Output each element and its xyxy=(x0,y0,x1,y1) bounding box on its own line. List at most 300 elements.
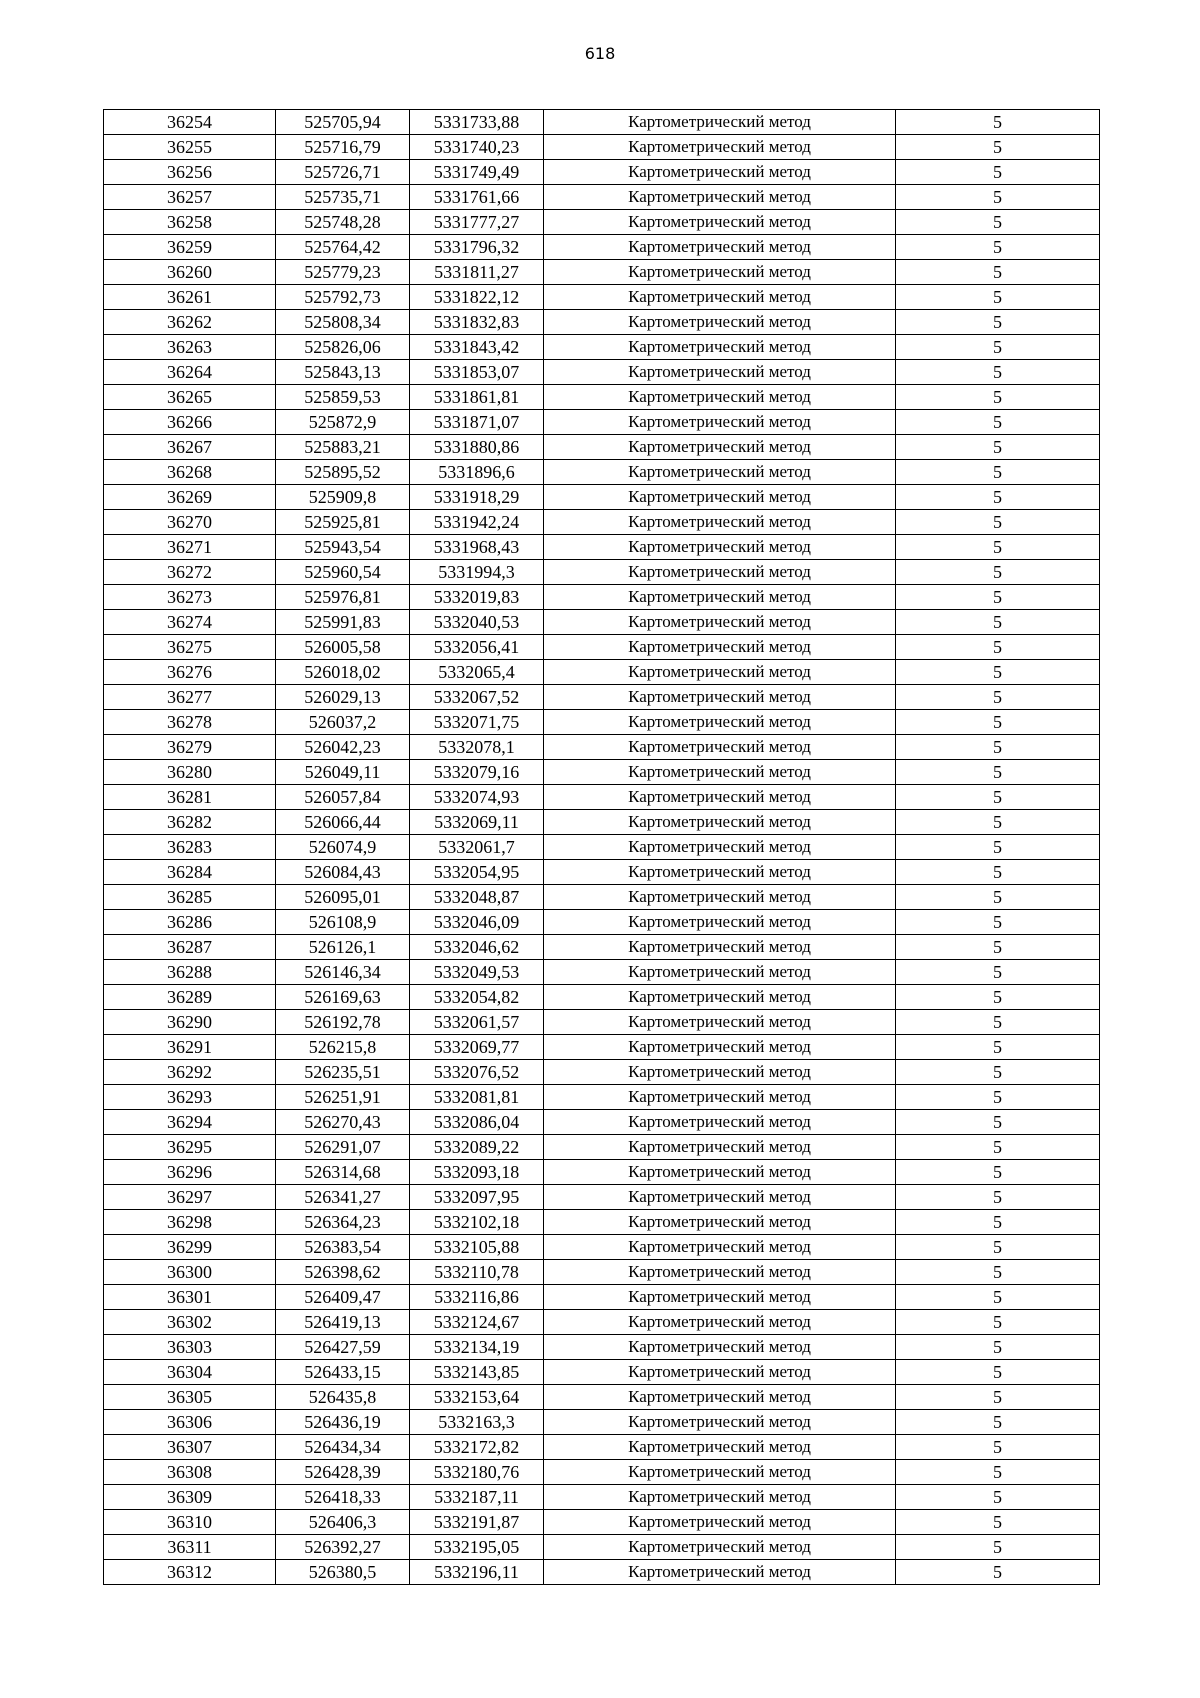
table-row xyxy=(104,910,1100,935)
x-coordinate-cell: 525843,13 xyxy=(276,360,410,385)
point-number-cell: 36298 xyxy=(104,1210,276,1235)
y-coordinate-cell: 5332074,93 xyxy=(410,785,544,810)
accuracy-cell: 5 xyxy=(896,985,1100,1010)
y-coordinate-cell: 5331749,49 xyxy=(410,160,544,185)
y-coordinate-cell: 5331822,12 xyxy=(410,285,544,310)
accuracy-cell: 5 xyxy=(896,935,1100,960)
x-coordinate-cell: 526314,68 xyxy=(276,1160,410,1185)
method-cell: Картометрический метод xyxy=(544,310,896,335)
method-cell: Картометрический метод xyxy=(544,560,896,585)
accuracy-cell: 5 xyxy=(896,435,1100,460)
method-cell: Картометрический метод xyxy=(544,535,896,560)
accuracy-cell: 5 xyxy=(896,585,1100,610)
method-cell: Картометрический метод xyxy=(544,135,896,160)
y-coordinate-cell: 5332093,18 xyxy=(410,1160,544,1185)
y-coordinate-cell: 5332065,4 xyxy=(410,660,544,685)
y-coordinate-cell: 5331853,07 xyxy=(410,360,544,385)
y-coordinate-cell: 5331871,07 xyxy=(410,410,544,435)
point-number-cell: 36290 xyxy=(104,1010,276,1035)
accuracy-cell: 5 xyxy=(896,410,1100,435)
point-number-cell: 36304 xyxy=(104,1360,276,1385)
x-coordinate-cell: 525726,71 xyxy=(276,160,410,185)
x-coordinate-cell: 525705,94 xyxy=(276,110,410,135)
y-coordinate-cell: 5332076,52 xyxy=(410,1060,544,1085)
x-coordinate-cell: 526380,5 xyxy=(276,1560,410,1585)
x-coordinate-cell: 526418,33 xyxy=(276,1485,410,1510)
x-coordinate-cell: 526409,47 xyxy=(276,1285,410,1310)
point-number-cell: 36267 xyxy=(104,435,276,460)
accuracy-cell: 5 xyxy=(896,1210,1100,1235)
method-cell: Картометрический метод xyxy=(544,110,896,135)
accuracy-cell: 5 xyxy=(896,835,1100,860)
x-coordinate-cell: 526434,34 xyxy=(276,1435,410,1460)
table-row xyxy=(104,1510,1100,1535)
table-row xyxy=(104,985,1100,1010)
point-number-cell: 36263 xyxy=(104,335,276,360)
y-coordinate-cell: 5331811,27 xyxy=(410,260,544,285)
point-number-cell: 36310 xyxy=(104,1510,276,1535)
table-row xyxy=(104,535,1100,560)
point-number-cell: 36293 xyxy=(104,1085,276,1110)
point-number-cell: 36256 xyxy=(104,160,276,185)
x-coordinate-cell: 526235,51 xyxy=(276,1060,410,1085)
table-row xyxy=(104,1185,1100,1210)
point-number-cell: 36294 xyxy=(104,1110,276,1135)
method-cell: Картометрический метод xyxy=(544,960,896,985)
y-coordinate-cell: 5332172,82 xyxy=(410,1435,544,1460)
accuracy-cell: 5 xyxy=(896,1510,1100,1535)
x-coordinate-cell: 525716,79 xyxy=(276,135,410,160)
y-coordinate-cell: 5331843,42 xyxy=(410,335,544,360)
method-cell: Картометрический метод xyxy=(544,1185,896,1210)
y-coordinate-cell: 5332054,95 xyxy=(410,860,544,885)
method-cell: Картометрический метод xyxy=(544,610,896,635)
accuracy-cell: 5 xyxy=(896,560,1100,585)
point-number-cell: 36268 xyxy=(104,460,276,485)
x-coordinate-cell: 525909,8 xyxy=(276,485,410,510)
accuracy-cell: 5 xyxy=(896,1260,1100,1285)
x-coordinate-cell: 526192,78 xyxy=(276,1010,410,1035)
y-coordinate-cell: 5332196,11 xyxy=(410,1560,544,1585)
point-number-cell: 36281 xyxy=(104,785,276,810)
x-coordinate-cell: 526392,27 xyxy=(276,1535,410,1560)
table-row xyxy=(104,685,1100,710)
x-coordinate-cell: 526291,07 xyxy=(276,1135,410,1160)
method-cell: Картометрический метод xyxy=(544,735,896,760)
y-coordinate-cell: 5332019,83 xyxy=(410,585,544,610)
x-coordinate-cell: 526215,8 xyxy=(276,1035,410,1060)
y-coordinate-cell: 5332153,64 xyxy=(410,1385,544,1410)
x-coordinate-cell: 525960,54 xyxy=(276,560,410,585)
point-number-cell: 36273 xyxy=(104,585,276,610)
y-coordinate-cell: 5332046,09 xyxy=(410,910,544,935)
accuracy-cell: 5 xyxy=(896,1385,1100,1410)
y-coordinate-cell: 5331918,29 xyxy=(410,485,544,510)
x-coordinate-cell: 526074,9 xyxy=(276,835,410,860)
accuracy-cell: 5 xyxy=(896,1535,1100,1560)
point-number-cell: 36302 xyxy=(104,1310,276,1335)
point-number-cell: 36261 xyxy=(104,285,276,310)
y-coordinate-cell: 5332163,3 xyxy=(410,1410,544,1435)
x-coordinate-cell: 525859,53 xyxy=(276,385,410,410)
method-cell: Картометрический метод xyxy=(544,410,896,435)
point-number-cell: 36269 xyxy=(104,485,276,510)
table-row xyxy=(104,1385,1100,1410)
y-coordinate-cell: 5332105,88 xyxy=(410,1235,544,1260)
y-coordinate-cell: 5332124,67 xyxy=(410,1310,544,1335)
point-number-cell: 36299 xyxy=(104,1235,276,1260)
y-coordinate-cell: 5332040,53 xyxy=(410,610,544,635)
x-coordinate-cell: 526108,9 xyxy=(276,910,410,935)
accuracy-cell: 5 xyxy=(896,1160,1100,1185)
x-coordinate-cell: 526057,84 xyxy=(276,785,410,810)
point-number-cell: 36291 xyxy=(104,1035,276,1060)
method-cell: Картометрический метод xyxy=(544,910,896,935)
accuracy-cell: 5 xyxy=(896,1285,1100,1310)
point-number-cell: 36286 xyxy=(104,910,276,935)
method-cell: Картометрический метод xyxy=(544,860,896,885)
accuracy-cell: 5 xyxy=(896,1410,1100,1435)
table-row xyxy=(104,710,1100,735)
accuracy-cell: 5 xyxy=(896,960,1100,985)
point-number-cell: 36279 xyxy=(104,735,276,760)
method-cell: Картометрический метод xyxy=(544,285,896,310)
method-cell: Картометрический метод xyxy=(544,160,896,185)
method-cell: Картометрический метод xyxy=(544,1035,896,1060)
x-coordinate-cell: 526428,39 xyxy=(276,1460,410,1485)
point-number-cell: 36292 xyxy=(104,1060,276,1085)
y-coordinate-cell: 5332089,22 xyxy=(410,1135,544,1160)
x-coordinate-cell: 525779,23 xyxy=(276,260,410,285)
point-number-cell: 36275 xyxy=(104,635,276,660)
table-row xyxy=(104,835,1100,860)
table-row xyxy=(104,1560,1100,1585)
table-row xyxy=(104,1310,1100,1335)
y-coordinate-cell: 5332180,76 xyxy=(410,1460,544,1485)
accuracy-cell: 5 xyxy=(896,510,1100,535)
x-coordinate-cell: 525943,54 xyxy=(276,535,410,560)
table-row xyxy=(104,660,1100,685)
point-number-cell: 36270 xyxy=(104,510,276,535)
point-number-cell: 36259 xyxy=(104,235,276,260)
method-cell: Картометрический метод xyxy=(544,460,896,485)
point-number-cell: 36276 xyxy=(104,660,276,685)
x-coordinate-cell: 526406,3 xyxy=(276,1510,410,1535)
x-coordinate-cell: 526005,58 xyxy=(276,635,410,660)
accuracy-cell: 5 xyxy=(896,460,1100,485)
accuracy-cell: 5 xyxy=(896,660,1100,685)
method-cell: Картометрический метод xyxy=(544,810,896,835)
accuracy-cell: 5 xyxy=(896,260,1100,285)
accuracy-cell: 5 xyxy=(896,235,1100,260)
x-coordinate-cell: 526084,43 xyxy=(276,860,410,885)
table-row xyxy=(104,460,1100,485)
accuracy-cell: 5 xyxy=(896,860,1100,885)
x-coordinate-cell: 525976,81 xyxy=(276,585,410,610)
table-row xyxy=(104,1485,1100,1510)
accuracy-cell: 5 xyxy=(896,1185,1100,1210)
accuracy-cell: 5 xyxy=(896,1035,1100,1060)
y-coordinate-cell: 5332081,81 xyxy=(410,1085,544,1110)
y-coordinate-cell: 5332054,82 xyxy=(410,985,544,1010)
method-cell: Картометрический метод xyxy=(544,185,896,210)
table-row xyxy=(104,360,1100,385)
point-number-cell: 36307 xyxy=(104,1435,276,1460)
point-number-cell: 36301 xyxy=(104,1285,276,1310)
point-number-cell: 36303 xyxy=(104,1335,276,1360)
table-row xyxy=(104,635,1100,660)
accuracy-cell: 5 xyxy=(896,1460,1100,1485)
x-coordinate-cell: 526341,27 xyxy=(276,1185,410,1210)
table-row xyxy=(104,1410,1100,1435)
x-coordinate-cell: 526364,23 xyxy=(276,1210,410,1235)
point-number-cell: 36257 xyxy=(104,185,276,210)
coordinates-table xyxy=(103,109,1100,1585)
method-cell: Картометрический метод xyxy=(544,635,896,660)
table-row xyxy=(104,960,1100,985)
table-row xyxy=(104,1060,1100,1085)
y-coordinate-cell: 5331733,88 xyxy=(410,110,544,135)
y-coordinate-cell: 5332049,53 xyxy=(410,960,544,985)
table-row xyxy=(104,1210,1100,1235)
y-coordinate-cell: 5331942,24 xyxy=(410,510,544,535)
x-coordinate-cell: 526066,44 xyxy=(276,810,410,835)
accuracy-cell: 5 xyxy=(896,610,1100,635)
point-number-cell: 36265 xyxy=(104,385,276,410)
table-row xyxy=(104,135,1100,160)
accuracy-cell: 5 xyxy=(896,635,1100,660)
x-coordinate-cell: 526435,8 xyxy=(276,1385,410,1410)
method-cell: Картометрический метод xyxy=(544,1210,896,1235)
table-row xyxy=(104,1285,1100,1310)
method-cell: Картометрический метод xyxy=(544,510,896,535)
method-cell: Картометрический метод xyxy=(544,1360,896,1385)
y-coordinate-cell: 5332069,77 xyxy=(410,1035,544,1060)
y-coordinate-cell: 5332102,18 xyxy=(410,1210,544,1235)
method-cell: Картометрический метод xyxy=(544,1310,896,1335)
accuracy-cell: 5 xyxy=(896,360,1100,385)
x-coordinate-cell: 526146,34 xyxy=(276,960,410,985)
table-row xyxy=(104,1110,1100,1135)
method-cell: Картометрический метод xyxy=(544,760,896,785)
table-row xyxy=(104,435,1100,460)
method-cell: Картометрический метод xyxy=(544,685,896,710)
method-cell: Картометрический метод xyxy=(544,1010,896,1035)
x-coordinate-cell: 526042,23 xyxy=(276,735,410,760)
point-number-cell: 36297 xyxy=(104,1185,276,1210)
coordinates-table-body xyxy=(104,110,1100,1585)
point-number-cell: 36308 xyxy=(104,1460,276,1485)
x-coordinate-cell: 526169,63 xyxy=(276,985,410,1010)
accuracy-cell: 5 xyxy=(896,1335,1100,1360)
method-cell: Картометрический метод xyxy=(544,1285,896,1310)
y-coordinate-cell: 5332110,78 xyxy=(410,1260,544,1285)
accuracy-cell: 5 xyxy=(896,885,1100,910)
table-row xyxy=(104,585,1100,610)
x-coordinate-cell: 526383,54 xyxy=(276,1235,410,1260)
point-number-cell: 36274 xyxy=(104,610,276,635)
y-coordinate-cell: 5332097,95 xyxy=(410,1185,544,1210)
x-coordinate-cell: 526018,02 xyxy=(276,660,410,685)
x-coordinate-cell: 526049,11 xyxy=(276,760,410,785)
x-coordinate-cell: 526126,1 xyxy=(276,935,410,960)
accuracy-cell: 5 xyxy=(896,1235,1100,1260)
accuracy-cell: 5 xyxy=(896,1310,1100,1335)
accuracy-cell: 5 xyxy=(896,535,1100,560)
table-row xyxy=(104,1085,1100,1110)
x-coordinate-cell: 525883,21 xyxy=(276,435,410,460)
method-cell: Картометрический метод xyxy=(544,935,896,960)
method-cell: Картометрический метод xyxy=(544,1485,896,1510)
table-row xyxy=(104,210,1100,235)
point-number-cell: 36282 xyxy=(104,810,276,835)
y-coordinate-cell: 5331832,83 xyxy=(410,310,544,335)
method-cell: Картометрический метод xyxy=(544,885,896,910)
table-row xyxy=(104,1010,1100,1035)
table-row xyxy=(104,385,1100,410)
accuracy-cell: 5 xyxy=(896,135,1100,160)
x-coordinate-cell: 526029,13 xyxy=(276,685,410,710)
method-cell: Картометрический метод xyxy=(544,1135,896,1160)
accuracy-cell: 5 xyxy=(896,710,1100,735)
point-number-cell: 36264 xyxy=(104,360,276,385)
point-number-cell: 36254 xyxy=(104,110,276,135)
accuracy-cell: 5 xyxy=(896,385,1100,410)
point-number-cell: 36312 xyxy=(104,1560,276,1585)
table-row xyxy=(104,1160,1100,1185)
method-cell: Картометрический метод xyxy=(544,260,896,285)
accuracy-cell: 5 xyxy=(896,1060,1100,1085)
x-coordinate-cell: 526095,01 xyxy=(276,885,410,910)
point-number-cell: 36285 xyxy=(104,885,276,910)
table-row xyxy=(104,185,1100,210)
table-row xyxy=(104,310,1100,335)
accuracy-cell: 5 xyxy=(896,285,1100,310)
method-cell: Картометрический метод xyxy=(544,485,896,510)
point-number-cell: 36266 xyxy=(104,410,276,435)
method-cell: Картометрический метод xyxy=(544,835,896,860)
point-number-cell: 36309 xyxy=(104,1485,276,1510)
x-coordinate-cell: 525895,52 xyxy=(276,460,410,485)
accuracy-cell: 5 xyxy=(896,735,1100,760)
table-row xyxy=(104,860,1100,885)
table-row xyxy=(104,760,1100,785)
point-number-cell: 36277 xyxy=(104,685,276,710)
method-cell: Картометрический метод xyxy=(544,435,896,460)
table-row xyxy=(104,510,1100,535)
point-number-cell: 36255 xyxy=(104,135,276,160)
y-coordinate-cell: 5331861,81 xyxy=(410,385,544,410)
x-coordinate-cell: 526436,19 xyxy=(276,1410,410,1435)
accuracy-cell: 5 xyxy=(896,1135,1100,1160)
accuracy-cell: 5 xyxy=(896,335,1100,360)
x-coordinate-cell: 526427,59 xyxy=(276,1335,410,1360)
method-cell: Картометрический метод xyxy=(544,1335,896,1360)
table-row xyxy=(104,560,1100,585)
y-coordinate-cell: 5331740,23 xyxy=(410,135,544,160)
accuracy-cell: 5 xyxy=(896,760,1100,785)
table-row xyxy=(104,885,1100,910)
y-coordinate-cell: 5332187,11 xyxy=(410,1485,544,1510)
point-number-cell: 36272 xyxy=(104,560,276,585)
x-coordinate-cell: 526433,15 xyxy=(276,1360,410,1385)
point-number-cell: 36288 xyxy=(104,960,276,985)
point-number-cell: 36284 xyxy=(104,860,276,885)
point-number-cell: 36305 xyxy=(104,1385,276,1410)
method-cell: Картометрический метод xyxy=(544,1410,896,1435)
y-coordinate-cell: 5332191,87 xyxy=(410,1510,544,1535)
y-coordinate-cell: 5331896,6 xyxy=(410,460,544,485)
point-number-cell: 36271 xyxy=(104,535,276,560)
point-number-cell: 36306 xyxy=(104,1410,276,1435)
method-cell: Картометрический метод xyxy=(544,710,896,735)
method-cell: Картометрический метод xyxy=(544,1110,896,1135)
accuracy-cell: 5 xyxy=(896,1010,1100,1035)
x-coordinate-cell: 525872,9 xyxy=(276,410,410,435)
x-coordinate-cell: 526270,43 xyxy=(276,1110,410,1135)
table-row xyxy=(104,160,1100,185)
point-number-cell: 36289 xyxy=(104,985,276,1010)
y-coordinate-cell: 5332069,11 xyxy=(410,810,544,835)
method-cell: Картометрический метод xyxy=(544,1160,896,1185)
y-coordinate-cell: 5332046,62 xyxy=(410,935,544,960)
y-coordinate-cell: 5332116,86 xyxy=(410,1285,544,1310)
accuracy-cell: 5 xyxy=(896,185,1100,210)
y-coordinate-cell: 5332071,75 xyxy=(410,710,544,735)
table-row xyxy=(104,1360,1100,1385)
y-coordinate-cell: 5332056,41 xyxy=(410,635,544,660)
point-number-cell: 36278 xyxy=(104,710,276,735)
point-number-cell: 36296 xyxy=(104,1160,276,1185)
method-cell: Картометрический метод xyxy=(544,335,896,360)
table-row xyxy=(104,335,1100,360)
point-number-cell: 36260 xyxy=(104,260,276,285)
method-cell: Картометрический метод xyxy=(544,660,896,685)
table-row xyxy=(104,785,1100,810)
method-cell: Картометрический метод xyxy=(544,1260,896,1285)
accuracy-cell: 5 xyxy=(896,910,1100,935)
method-cell: Картометрический метод xyxy=(544,1235,896,1260)
y-coordinate-cell: 5332079,16 xyxy=(410,760,544,785)
accuracy-cell: 5 xyxy=(896,810,1100,835)
table-row xyxy=(104,1460,1100,1485)
method-cell: Картометрический метод xyxy=(544,1435,896,1460)
table-row xyxy=(104,410,1100,435)
accuracy-cell: 5 xyxy=(896,1085,1100,1110)
point-number-cell: 36295 xyxy=(104,1135,276,1160)
table-row xyxy=(104,485,1100,510)
method-cell: Картометрический метод xyxy=(544,585,896,610)
accuracy-cell: 5 xyxy=(896,1435,1100,1460)
method-cell: Картометрический метод xyxy=(544,235,896,260)
table-row xyxy=(104,285,1100,310)
table-row xyxy=(104,1335,1100,1360)
page-number: 618 xyxy=(584,44,616,63)
x-coordinate-cell: 525764,42 xyxy=(276,235,410,260)
y-coordinate-cell: 5332061,57 xyxy=(410,1010,544,1035)
method-cell: Картометрический метод xyxy=(544,985,896,1010)
table-row xyxy=(104,1260,1100,1285)
point-number-cell: 36258 xyxy=(104,210,276,235)
point-number-cell: 36311 xyxy=(104,1535,276,1560)
y-coordinate-cell: 5332078,1 xyxy=(410,735,544,760)
x-coordinate-cell: 525808,34 xyxy=(276,310,410,335)
method-cell: Картометрический метод xyxy=(544,1385,896,1410)
table-row xyxy=(104,810,1100,835)
accuracy-cell: 5 xyxy=(896,1360,1100,1385)
method-cell: Картометрический метод xyxy=(544,1510,896,1535)
x-coordinate-cell: 525991,83 xyxy=(276,610,410,635)
